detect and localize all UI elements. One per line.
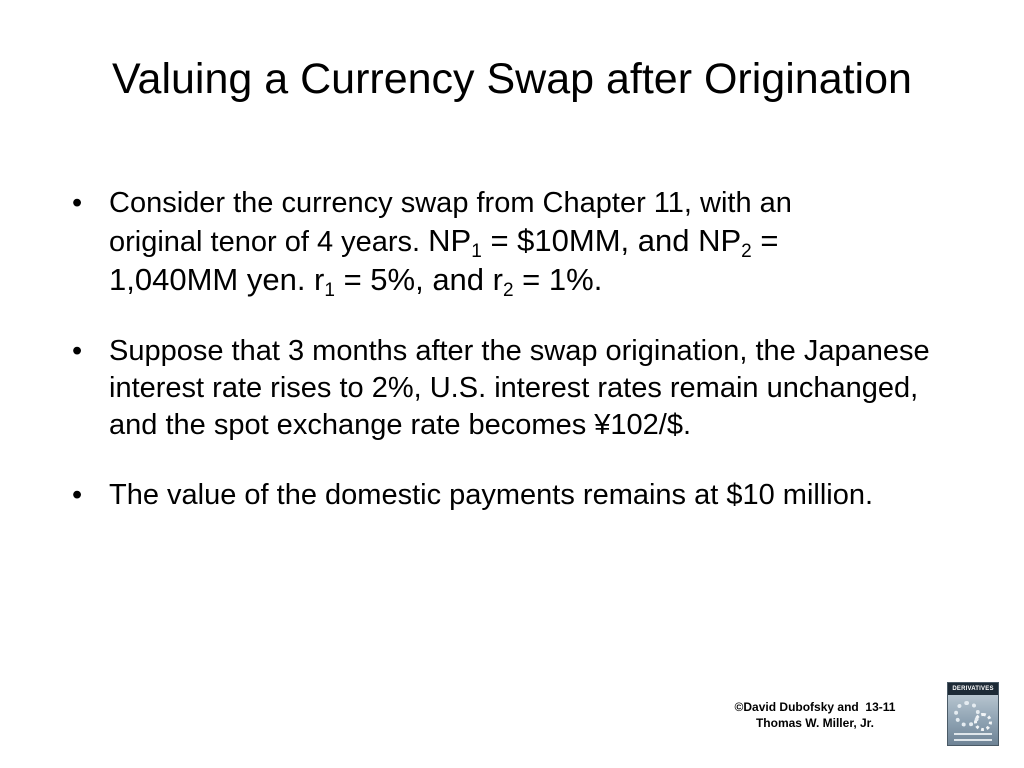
- bullet-item-rate-change: [72, 333, 952, 444]
- footer-line-authors-page: ©David Dubofsky and 13-11: [734, 700, 896, 714]
- bullet-text: The value of the domestic payments remains at $10 million.: [109, 479, 874, 511]
- rates-text-end: = 1%.: [513, 262, 603, 297]
- bullet-marker: •: [72, 335, 83, 367]
- r2-subscript: 2: [502, 280, 514, 301]
- bullet-text: Suppose that 3 months after the swap origination, the Japanese interest rate rises to 2%, U.S. interest rates remain unchanged, and the spot exchange rate becomes ¥102/$.: [109, 335, 930, 441]
- np1-subscript: 1: [471, 241, 482, 262]
- gear-icon: [974, 713, 992, 731]
- bullet-marker: •: [72, 479, 83, 511]
- rates-text-middle: = 5%, and r: [334, 262, 503, 297]
- rates-text-start: 1,040MM yen. r: [109, 262, 325, 297]
- footer-line-coauthor: Thomas W. Miller, Jr.: [755, 716, 875, 730]
- bullet-list: [72, 185, 952, 547]
- r1-subscript: 1: [324, 280, 335, 301]
- np2-subscript: 2: [741, 241, 752, 262]
- np2-equals: =: [751, 223, 779, 258]
- np1-symbol: NP: [428, 223, 472, 258]
- bullet-text-line1: Consider the currency swap from Chapter 11, with an: [109, 187, 792, 219]
- bullet-marker: •: [72, 187, 83, 219]
- cover-decoration: [954, 733, 992, 741]
- slide-title: Valuing a Currency Swap after Origination: [112, 55, 912, 103]
- np-values-text: = $10MM, and NP: [481, 223, 742, 258]
- book-cover-title: DERIVATIVES: [948, 683, 998, 695]
- bullet-item-domestic-value: [72, 477, 952, 514]
- bullet-item-swap-terms: [72, 185, 952, 300]
- footer-credit: [700, 699, 930, 731]
- book-cover-thumbnail: [947, 682, 999, 746]
- bullet-text-line2-start: original tenor of 4 years.: [109, 226, 429, 258]
